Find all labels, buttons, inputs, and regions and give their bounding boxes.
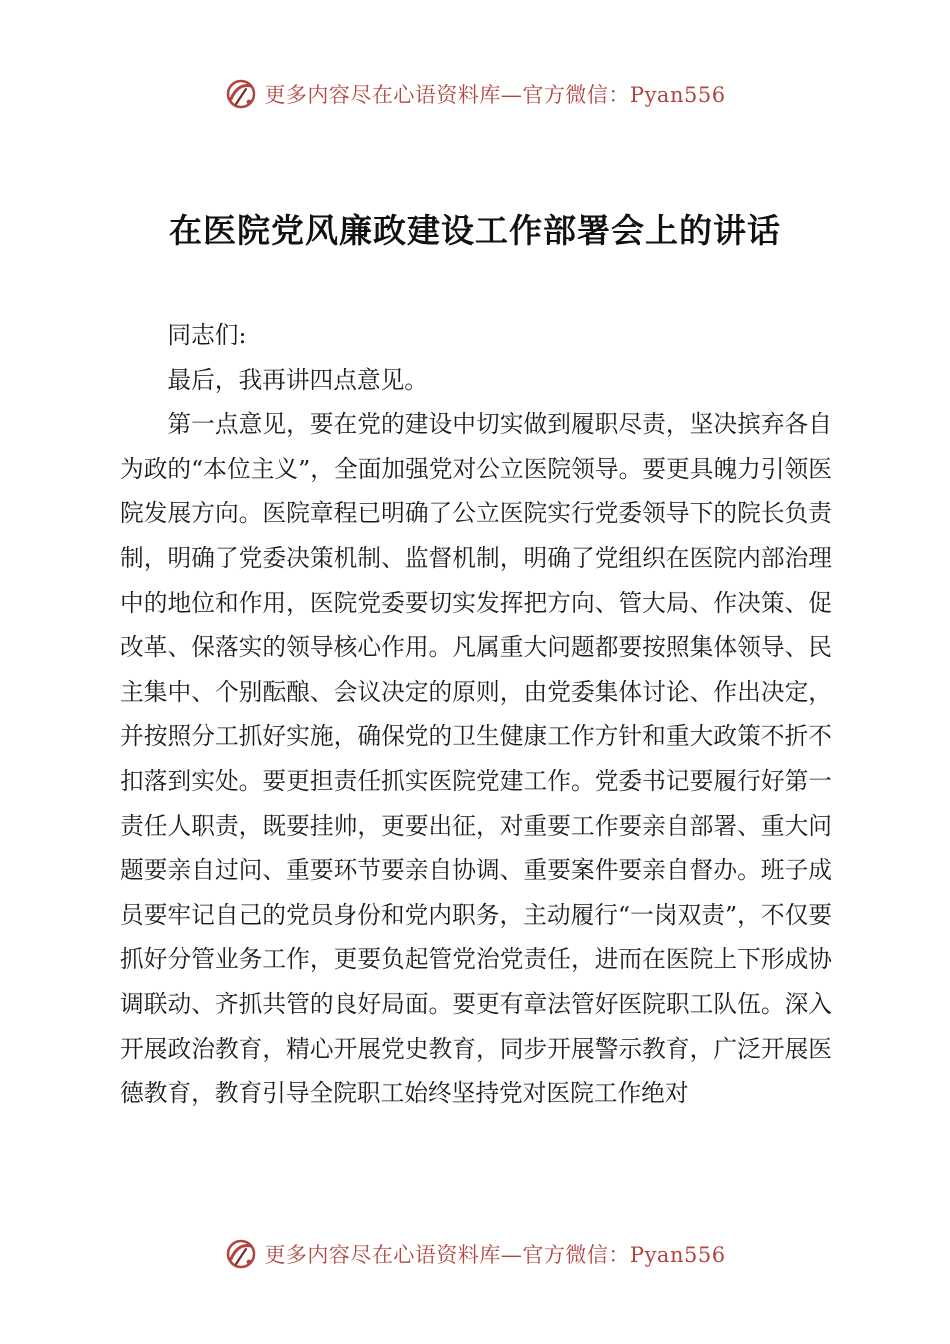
document-title: 在医院党风廉政建设工作部署会上的讲话 <box>169 211 781 250</box>
document-body <box>120 313 832 1248</box>
brush-circle-logo-icon <box>224 77 258 111</box>
paragraph-1: 第一点意见，要在党的建设中切实做到履职尽责，坚决摈弃各自为政的“本位主义”，全面加强党对公立医院领导。要更具魄力引领医院发展方向。医院章程已明确了公立医院实行党委领导下的院长负责制，明确了党委决策机制、监督机制，明确了党组织在医院内部治理中的地位和作用，医院党委要切实发挥把方向、管大局、作决策、促改革、保落实的领导核心作用。凡属重大问题都要按照集体领导、民主集中、个别酝酿、会议决定的原则，由党委集体讨论、作出决定，并按照分工抓好实施，确保党的卫生健康工作方针和重大政策不折不扣落到实处。要更担责任抓实医院党建工作。党委书记要履行好第一责任人职责，既要挂帅，更要出征，对重要工作要亲自部署、重大问题要亲自过问、重要环节要亲自协调、重要案件要亲自督办。班子成员要牢记自己的党员身份和党内职务，主动履行“一岗双责”，不仅要抓好分管业务工作，更要负起管党治党责任，进而在医院上下形成协调联动、齐抓共管的良好局面。要更有章法管好医院职工队伍。深入开展政治教育，精心开展党史教育，同步开展警示教育，广泛开展医德教育，教育引导全院职工始终坚持党对医院工作绝对 <box>120 410 832 1108</box>
watermark-text: 更多内容尽在心语资料库—官方微信：Pyan556 <box>264 1243 726 1267</box>
paragraph-clip <box>120 402 832 1248</box>
salutation: 同志们: <box>167 321 247 349</box>
watermark-footer <box>0 1232 950 1276</box>
intro-line: 最后，我再讲四点意见。 <box>167 365 428 394</box>
brush-circle-logo-icon <box>224 1237 258 1271</box>
watermark-header <box>0 72 950 116</box>
watermark-text: 更多内容尽在心语资料库—官方微信：Pyan556 <box>264 83 726 107</box>
